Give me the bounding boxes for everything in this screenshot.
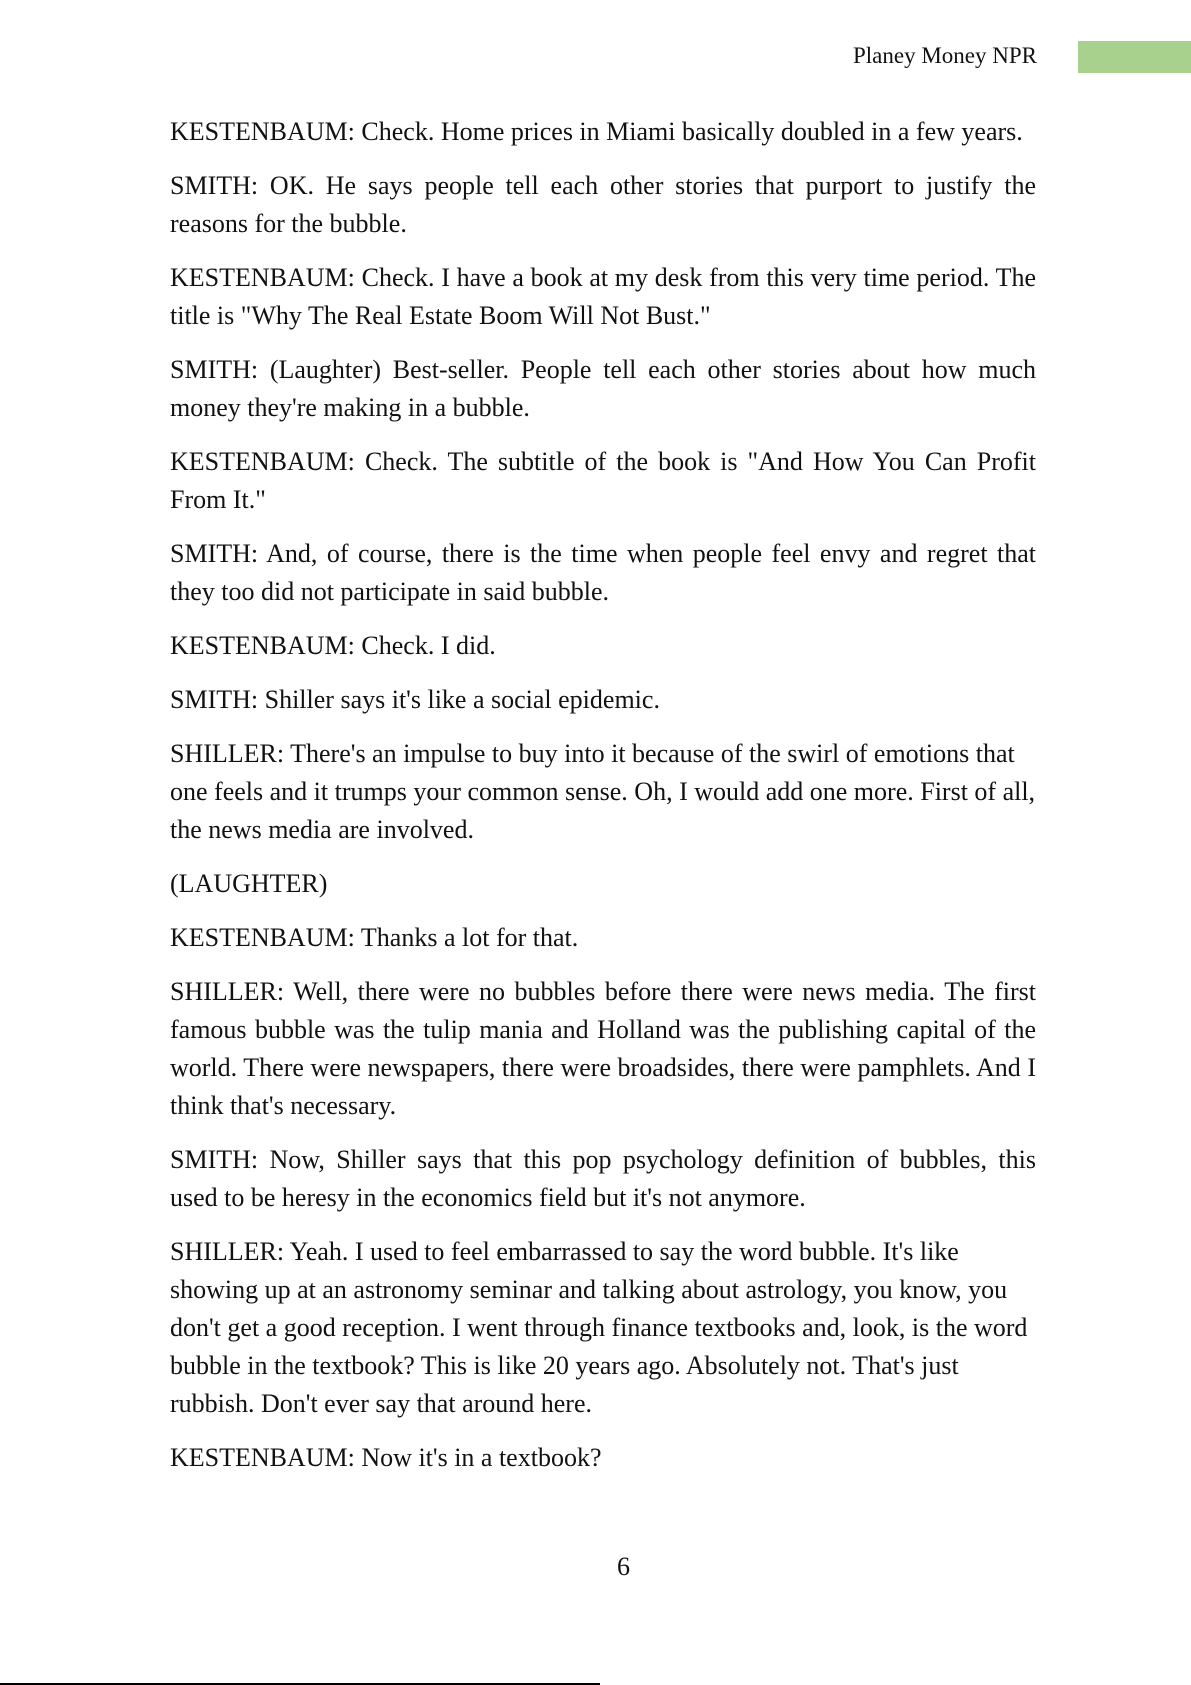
paragraph: KESTENBAUM: Check. I did. <box>170 631 496 660</box>
paragraph: SMITH: And, of course, there is the time when people feel envy and regret that they too did not participate in said bubble. <box>170 539 1036 606</box>
paragraph: SMITH: Now, Shiller says that this pop psychology definition of bubbles, this used to be heresy in the economics field but it's not anymore. <box>170 1145 1036 1212</box>
paragraph: SHILLER: There's an impulse to buy into it because of the swirl of emotions that one feels and it trumps your common sense. Oh, I would add one more. First of all, the news media are involved. <box>170 739 1036 844</box>
transcript-body <box>170 113 1036 1493</box>
page-number: 6 <box>617 1552 630 1581</box>
paragraph: SMITH: Shiller says it's like a social epidemic. <box>170 685 660 714</box>
paragraph: SMITH: OK. He says people tell each other stories that purport to justify the reasons for the bubble. <box>170 171 1036 238</box>
header-accent-bar <box>1078 41 1191 73</box>
paragraph: SMITH: (Laughter) Best-seller. People tell each other stories about how much money they're making in a bubble. <box>170 355 1036 422</box>
paragraph: SHILLER: Yeah. I used to feel embarrassed to say the word bubble. It's like showing up at an astronomy seminar and talking about astrology, you know, you don't get a good reception. I went through finance textbooks and, look, is the word bubble in the textbook? This is like 20 years ago. Absolutely not. That's just rubbish. Don't ever say that around here. <box>170 1237 1028 1418</box>
paragraph: KESTENBAUM: Check. I have a book at my desk from this very time period. The title is "Why The Real Estate Boom Will Not Bust." <box>170 263 1036 330</box>
paragraph: SHILLER: Well, there were no bubbles before there were news media. The first famous bubble was the tulip mania and Holland was the publishing capital of the world. There were newspapers, there were broadsides, there were pamphlets. And I think that's necessary. <box>170 977 1036 1120</box>
paragraph: KESTENBAUM: Now it's in a textbook? <box>170 1443 602 1472</box>
paragraph: KESTENBAUM: Check. The subtitle of the book is "And How You Can Profit From It." <box>170 447 1036 514</box>
paragraph: KESTENBAUM: Check. Home prices in Miami basically doubled in a few years. <box>170 117 1023 146</box>
paragraph: KESTENBAUM: Thanks a lot for that. <box>170 923 579 952</box>
paragraph: (LAUGHTER) <box>170 869 328 898</box>
running-header: Planey Money NPR <box>853 43 1037 68</box>
